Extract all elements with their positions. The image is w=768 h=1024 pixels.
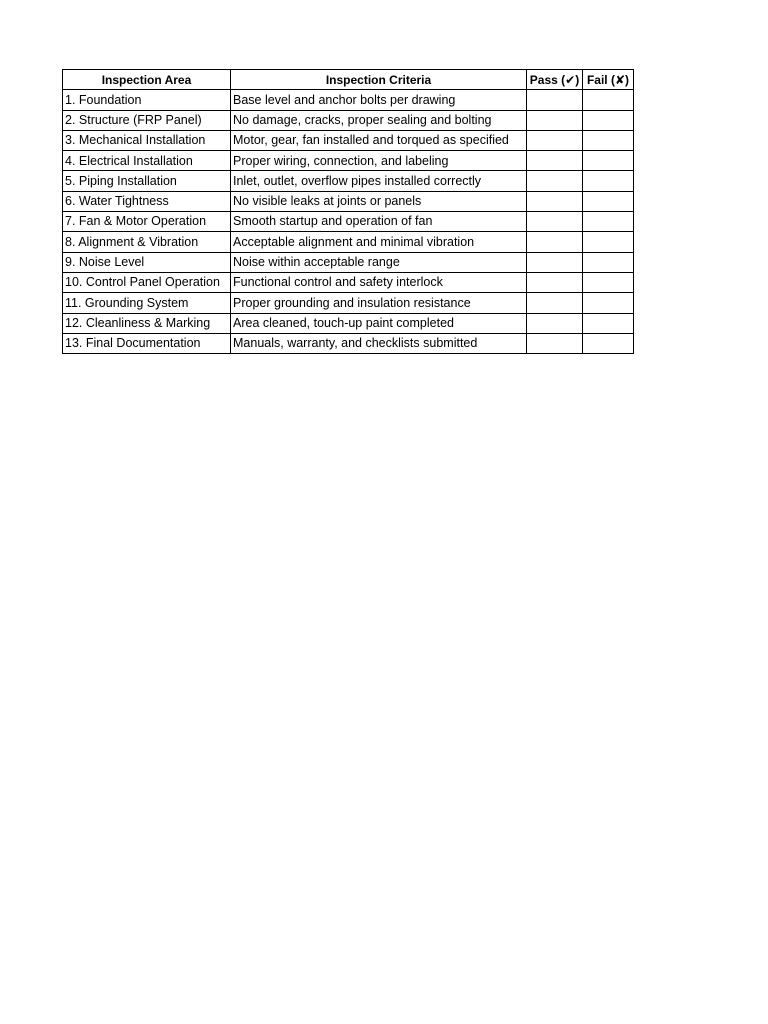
pass-cell[interactable] [527,232,583,252]
fail-cell[interactable] [583,293,634,313]
table-row [63,130,634,150]
fail-cell[interactable] [583,90,634,110]
table-row [63,110,634,130]
inspection-criteria-cell: Functional control and safety interlock [231,272,527,292]
inspection-area-cell: 7. Fan & Motor Operation [63,212,231,232]
fail-cell[interactable] [583,252,634,272]
pass-cell[interactable] [527,252,583,272]
table-row [63,333,634,353]
inspection-criteria-cell: Base level and anchor bolts per drawing [231,90,527,110]
fail-cell[interactable] [583,333,634,353]
table-row [63,212,634,232]
fail-cell[interactable] [583,272,634,292]
inspection-criteria-cell: Inlet, outlet, overflow pipes installed correctly [231,171,527,191]
fail-cell[interactable] [583,313,634,333]
table-row [63,313,634,333]
fail-cell[interactable] [583,151,634,171]
inspection-sheet [62,69,634,354]
pass-cell[interactable] [527,90,583,110]
pass-cell[interactable] [527,130,583,150]
table-row [63,191,634,211]
fail-cell[interactable] [583,232,634,252]
header-inspection-area: Inspection Area [63,70,231,90]
inspection-criteria-cell: Motor, gear, fan installed and torqued as specified [231,130,527,150]
pass-cell[interactable] [527,313,583,333]
table-row [63,293,634,313]
header-inspection-criteria: Inspection Criteria [231,70,527,90]
inspection-area-cell: 5. Piping Installation [63,171,231,191]
inspection-area-cell: 11. Grounding System [63,293,231,313]
inspection-area-cell: 10. Control Panel Operation [63,272,231,292]
inspection-area-cell: 6. Water Tightness [63,191,231,211]
inspection-criteria-cell: No damage, cracks, proper sealing and bolting [231,110,527,130]
inspection-criteria-cell: Smooth startup and operation of fan [231,212,527,232]
fail-cell[interactable] [583,171,634,191]
fail-cell[interactable] [583,191,634,211]
header-fail: Fail (✘) [583,70,634,90]
pass-cell[interactable] [527,212,583,232]
table-header-row [63,70,634,90]
header-pass: Pass (✔) [527,70,583,90]
inspection-area-cell: 9. Noise Level [63,252,231,272]
inspection-criteria-cell: Proper wiring, connection, and labeling [231,151,527,171]
table-row [63,151,634,171]
inspection-area-cell: 4. Electrical Installation [63,151,231,171]
pass-cell[interactable] [527,151,583,171]
inspection-criteria-cell: Area cleaned, touch-up paint completed [231,313,527,333]
inspection-criteria-cell: No visible leaks at joints or panels [231,191,527,211]
table-row [63,232,634,252]
inspection-criteria-cell: Manuals, warranty, and checklists submitted [231,333,527,353]
pass-cell[interactable] [527,191,583,211]
inspection-area-cell: 1. Foundation [63,90,231,110]
pass-cell[interactable] [527,110,583,130]
pass-cell[interactable] [527,293,583,313]
inspection-criteria-cell: Proper grounding and insulation resistance [231,293,527,313]
inspection-area-cell: 12. Cleanliness & Marking [63,313,231,333]
table-row [63,252,634,272]
inspection-criteria-cell: Acceptable alignment and minimal vibration [231,232,527,252]
fail-cell[interactable] [583,212,634,232]
table-row [63,272,634,292]
table-row [63,90,634,110]
inspection-area-cell: 2. Structure (FRP Panel) [63,110,231,130]
inspection-checklist-table [62,69,634,354]
pass-cell[interactable] [527,171,583,191]
inspection-area-cell: 13. Final Documentation [63,333,231,353]
pass-cell[interactable] [527,272,583,292]
fail-cell[interactable] [583,130,634,150]
fail-cell[interactable] [583,110,634,130]
pass-cell[interactable] [527,333,583,353]
inspection-area-cell: 3. Mechanical Installation [63,130,231,150]
table-row [63,171,634,191]
inspection-area-cell: 8. Alignment & Vibration [63,232,231,252]
inspection-criteria-cell: Noise within acceptable range [231,252,527,272]
